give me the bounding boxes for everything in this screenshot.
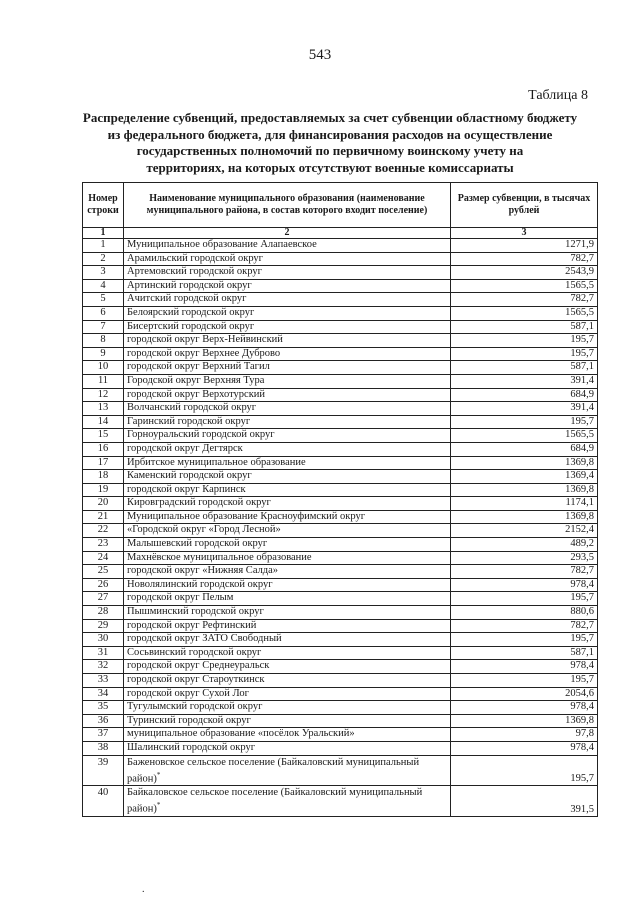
- subsidy-amount: 391,5: [451, 786, 598, 817]
- table-row: [83, 497, 598, 511]
- row-number: 29: [83, 619, 124, 633]
- row-number: 33: [83, 674, 124, 688]
- stray-mark: .: [142, 884, 145, 895]
- municipality-name: Шалинский городской округ: [127, 741, 256, 753]
- municipality-name: Байкаловское сельское поселение (Байкаловский муниципальный район): [127, 787, 423, 815]
- row-number: 40: [83, 786, 124, 817]
- municipality-name: городской округ «Нижняя Салда»: [127, 565, 279, 577]
- municipality-name: городской округ Среднеуральск: [127, 660, 270, 672]
- table-row: [83, 388, 598, 402]
- table-row: [83, 334, 598, 348]
- municipality-name: городской округ Пелым: [127, 592, 234, 604]
- municipality-name-cell: [124, 470, 451, 484]
- municipality-name-cell: [124, 741, 451, 755]
- municipality-name-cell: [124, 429, 451, 443]
- municipality-name: Махнёвское муниципальное образование: [127, 551, 312, 563]
- municipality-name: Артемовский городской округ: [127, 266, 262, 278]
- table-row: [83, 456, 598, 470]
- table-row: [83, 470, 598, 484]
- municipality-name-cell: [124, 524, 451, 538]
- municipality-name-cell: [124, 374, 451, 388]
- table-row: [83, 687, 598, 701]
- row-number: 9: [83, 347, 124, 361]
- table-row: [83, 714, 598, 728]
- column-index: 1: [83, 228, 124, 239]
- municipality-name-cell: [124, 306, 451, 320]
- municipality-name: городской округ Верхотурский: [127, 388, 266, 400]
- row-number: 32: [83, 660, 124, 674]
- subsidy-amount: 195,7: [451, 334, 598, 348]
- municipality-name: Ачитский городской округ: [127, 293, 247, 305]
- table-row: [83, 538, 598, 552]
- subsidy-amount: 587,1: [451, 646, 598, 660]
- municipality-name: Гаринский городской округ: [127, 415, 251, 427]
- table-row: [83, 728, 598, 742]
- municipality-name: городской округ Сухой Лог: [127, 687, 249, 699]
- municipality-name: «Городской округ «Город Лесной»: [127, 524, 281, 536]
- table-body: [83, 239, 598, 817]
- municipality-name-cell: [124, 786, 451, 817]
- footnote-mark: *: [156, 770, 161, 779]
- footnote-mark: *: [156, 801, 161, 810]
- row-number: 27: [83, 592, 124, 606]
- row-number: 10: [83, 361, 124, 375]
- municipality-name-cell: [124, 687, 451, 701]
- municipality-name-cell: [124, 565, 451, 579]
- municipality-name: Кировградский городской округ: [127, 497, 271, 509]
- column-index-row: [83, 228, 598, 239]
- subsidy-amount: 489,2: [451, 538, 598, 552]
- municipality-name-cell: [124, 361, 451, 375]
- municipality-name-cell: [124, 714, 451, 728]
- municipality-name-cell: [124, 728, 451, 742]
- municipality-name-cell: [124, 551, 451, 565]
- municipality-name: городской округ ЗАТО Свободный: [127, 633, 282, 645]
- table-row: [83, 415, 598, 429]
- municipality-name-cell: [124, 456, 451, 470]
- table-row: [83, 374, 598, 388]
- subsidy-amount: 587,1: [451, 320, 598, 334]
- subsidy-amount: 1369,8: [451, 456, 598, 470]
- table-row: [83, 606, 598, 620]
- column-index: 2: [124, 228, 451, 239]
- row-number: 22: [83, 524, 124, 538]
- row-number: 16: [83, 442, 124, 456]
- row-number: 23: [83, 538, 124, 552]
- municipality-name-cell: [124, 320, 451, 334]
- table-row: [83, 266, 598, 280]
- table-row: [83, 429, 598, 443]
- header-amount: Размер субвенции, в тысячах рублей: [451, 183, 598, 228]
- table-row: [83, 347, 598, 361]
- subsidy-amount: 195,7: [451, 415, 598, 429]
- municipality-name: Бисертский городской округ: [127, 320, 255, 332]
- table-row: [83, 660, 598, 674]
- title-line: государственных полномочий по первичному воинскому учету на: [136, 143, 524, 158]
- subsidy-amount: 293,5: [451, 551, 598, 565]
- municipality-name-cell: [124, 252, 451, 266]
- row-number: 3: [83, 266, 124, 280]
- row-number: 19: [83, 483, 124, 497]
- subsidy-amount: 1369,8: [451, 483, 598, 497]
- subsidy-amount: 195,7: [451, 347, 598, 361]
- table-row: [83, 239, 598, 253]
- row-number: 34: [83, 687, 124, 701]
- table-row: [83, 755, 598, 786]
- table-row: [83, 786, 598, 817]
- row-number: 11: [83, 374, 124, 388]
- table-row: [83, 646, 598, 660]
- municipality-name: городской округ Староуткинск: [127, 674, 265, 685]
- municipality-name: Артинский городской округ: [127, 279, 252, 291]
- table-header-row: [83, 183, 598, 228]
- subsidy-amount: 978,4: [451, 660, 598, 674]
- row-number: 13: [83, 402, 124, 416]
- row-number: 4: [83, 279, 124, 293]
- row-number: 28: [83, 606, 124, 620]
- title-line: из федерального бюджета, для финансирования расходов на осуществление: [107, 126, 553, 142]
- table-row: [83, 578, 598, 592]
- table-row: [83, 442, 598, 456]
- municipality-name: Городской округ Верхняя Тура: [127, 374, 265, 386]
- municipality-name: Ирбитское муниципальное образование: [127, 456, 306, 468]
- row-number: 26: [83, 578, 124, 592]
- subsidy-amount: 587,1: [451, 361, 598, 375]
- municipality-name-cell: [124, 279, 451, 293]
- title-line: территориях, на которых отсутствуют военные комиссариаты: [146, 159, 514, 175]
- row-number: 31: [83, 646, 124, 660]
- municipality-name: Баженовское сельское поселение (Байкаловский муниципальный район): [127, 756, 420, 785]
- subsidy-amount: 97,8: [451, 728, 598, 742]
- table-row: [83, 741, 598, 755]
- municipality-name: городской округ Верх-Нейвинский: [127, 334, 283, 346]
- subsidy-table: [82, 182, 598, 817]
- municipality-name: городской округ Верхнее Дуброво: [127, 347, 281, 359]
- subsidy-amount: 195,7: [451, 674, 598, 688]
- subsidy-amount: 1565,5: [451, 429, 598, 443]
- municipality-name: городской округ Верхний Тагил: [127, 361, 270, 373]
- row-number: 6: [83, 306, 124, 320]
- column-index: 3: [451, 228, 598, 239]
- municipality-name-cell: [124, 415, 451, 429]
- row-number: 36: [83, 714, 124, 728]
- subsidy-amount: 2152,4: [451, 524, 598, 538]
- subsidy-amount: 782,7: [451, 619, 598, 633]
- table-row: [83, 252, 598, 266]
- municipality-name-cell: [124, 402, 451, 416]
- municipality-name-cell: [124, 239, 451, 253]
- municipality-name-cell: [124, 497, 451, 511]
- row-number: 20: [83, 497, 124, 511]
- municipality-name: городской округ Дегтярск: [127, 442, 243, 454]
- row-number: 15: [83, 429, 124, 443]
- subsidy-amount: 978,4: [451, 741, 598, 755]
- municipality-name-cell: [124, 755, 451, 786]
- table-row: [83, 633, 598, 647]
- municipality-name: Белоярский городской округ: [127, 306, 255, 318]
- subsidy-amount: 1174,1: [451, 497, 598, 511]
- row-number: 5: [83, 293, 124, 307]
- table-row: [83, 361, 598, 375]
- municipality-name-cell: [124, 347, 451, 361]
- municipality-name-cell: [124, 578, 451, 592]
- row-number: 18: [83, 470, 124, 484]
- subsidy-amount: 1369,8: [451, 510, 598, 524]
- subsidy-amount: 782,7: [451, 565, 598, 579]
- row-number: 38: [83, 741, 124, 755]
- row-number: 24: [83, 551, 124, 565]
- municipality-name-cell: [124, 334, 451, 348]
- municipality-name: городской округ Рефтинский: [127, 619, 257, 631]
- table-row: [83, 483, 598, 497]
- municipality-name: Каменский городской округ: [127, 470, 252, 482]
- municipality-name-cell: [124, 483, 451, 497]
- subsidy-amount: 782,7: [451, 252, 598, 266]
- table-row: [83, 551, 598, 565]
- table-row: [83, 320, 598, 334]
- municipality-name-cell: [124, 592, 451, 606]
- municipality-name-cell: [124, 619, 451, 633]
- municipality-name: Волчанский городской округ: [127, 402, 257, 414]
- title-line: Распределение субвенций, предоставляемых за счет субвенции областному бюджету: [82, 110, 578, 125]
- municipality-name: Малышевский городской округ: [127, 538, 268, 550]
- table-label: Таблица 8: [528, 88, 588, 103]
- table-row: [83, 402, 598, 416]
- page-number: 543: [308, 47, 332, 63]
- row-number: 8: [83, 334, 124, 348]
- table-row: [83, 565, 598, 579]
- subsidy-amount: 1369,4: [451, 470, 598, 484]
- table-row: [83, 293, 598, 307]
- municipality-name: городской округ Карпинск: [127, 483, 246, 495]
- subsidy-amount: 978,4: [451, 578, 598, 592]
- municipality-name-cell: [124, 660, 451, 674]
- row-number: 1: [83, 239, 124, 253]
- subsidy-amount: 391,4: [451, 374, 598, 388]
- table-row: [83, 701, 598, 715]
- municipality-name: Пышминский городской округ: [127, 606, 264, 618]
- municipality-name: муниципальное образование «посёлок Уральский»: [127, 728, 355, 740]
- subsidy-amount: 2543,9: [451, 266, 598, 280]
- row-number: 25: [83, 565, 124, 579]
- subsidy-amount: 684,9: [451, 442, 598, 456]
- row-number: 7: [83, 320, 124, 334]
- subsidy-amount: 195,7: [451, 755, 598, 786]
- subsidy-amount: 2054,6: [451, 687, 598, 701]
- municipality-name-cell: [124, 442, 451, 456]
- table-row: [83, 306, 598, 320]
- subsidy-amount: 880,6: [451, 606, 598, 620]
- subsidy-amount: 195,7: [451, 633, 598, 647]
- municipality-name-cell: [124, 538, 451, 552]
- row-number: 37: [83, 728, 124, 742]
- municipality-name-cell: [124, 510, 451, 524]
- subsidy-amount: 1565,5: [451, 279, 598, 293]
- row-number: 21: [83, 510, 124, 524]
- municipality-name: Сосьвинский городской округ: [127, 646, 262, 658]
- subsidy-amount: 684,9: [451, 388, 598, 402]
- municipality-name: Новолялинский городской округ: [127, 578, 273, 590]
- municipality-name-cell: [124, 388, 451, 402]
- municipality-name-cell: [124, 701, 451, 715]
- municipality-name-cell: [124, 606, 451, 620]
- row-number: 2: [83, 252, 124, 266]
- document-title: [70, 110, 590, 176]
- subsidy-amount: 1369,8: [451, 714, 598, 728]
- table-row: [83, 619, 598, 633]
- row-number: 17: [83, 456, 124, 470]
- subsidy-amount: 1271,9: [451, 239, 598, 253]
- table-row: [83, 674, 598, 688]
- municipality-name-cell: [124, 293, 451, 307]
- subsidy-amount: 1565,5: [451, 306, 598, 320]
- subsidy-amount: 391,4: [451, 402, 598, 416]
- municipality-name: Тугулымский городской округ: [127, 701, 263, 713]
- municipality-name: Горноуральский городской округ: [127, 429, 275, 441]
- municipality-name: Туринский городской округ: [127, 714, 251, 726]
- table-row: [83, 279, 598, 293]
- subsidy-amount: 195,7: [451, 592, 598, 606]
- municipality-name: Муниципальное образование Красноуфимский округ: [127, 510, 366, 522]
- municipality-name-cell: [124, 633, 451, 647]
- table-row: [83, 524, 598, 538]
- table-row: [83, 592, 598, 606]
- municipality-name-cell: [124, 266, 451, 280]
- table-row: [83, 510, 598, 524]
- subsidy-amount: 782,7: [451, 293, 598, 307]
- row-number: 39: [83, 755, 124, 786]
- row-number: 30: [83, 633, 124, 647]
- municipality-name-cell: [124, 646, 451, 660]
- row-number: 35: [83, 701, 124, 715]
- header-name: Наименование муниципального образования (наименование муниципального района, в состав которого входит поселение): [124, 183, 451, 228]
- header-number: Номер строки: [83, 183, 124, 228]
- municipality-name: Муниципальное образование Алапаевское: [127, 239, 317, 250]
- municipality-name: Арамильский городской округ: [127, 252, 263, 264]
- row-number: 14: [83, 415, 124, 429]
- municipality-name-cell: [124, 674, 451, 688]
- subsidy-amount: 978,4: [451, 701, 598, 715]
- row-number: 12: [83, 388, 124, 402]
